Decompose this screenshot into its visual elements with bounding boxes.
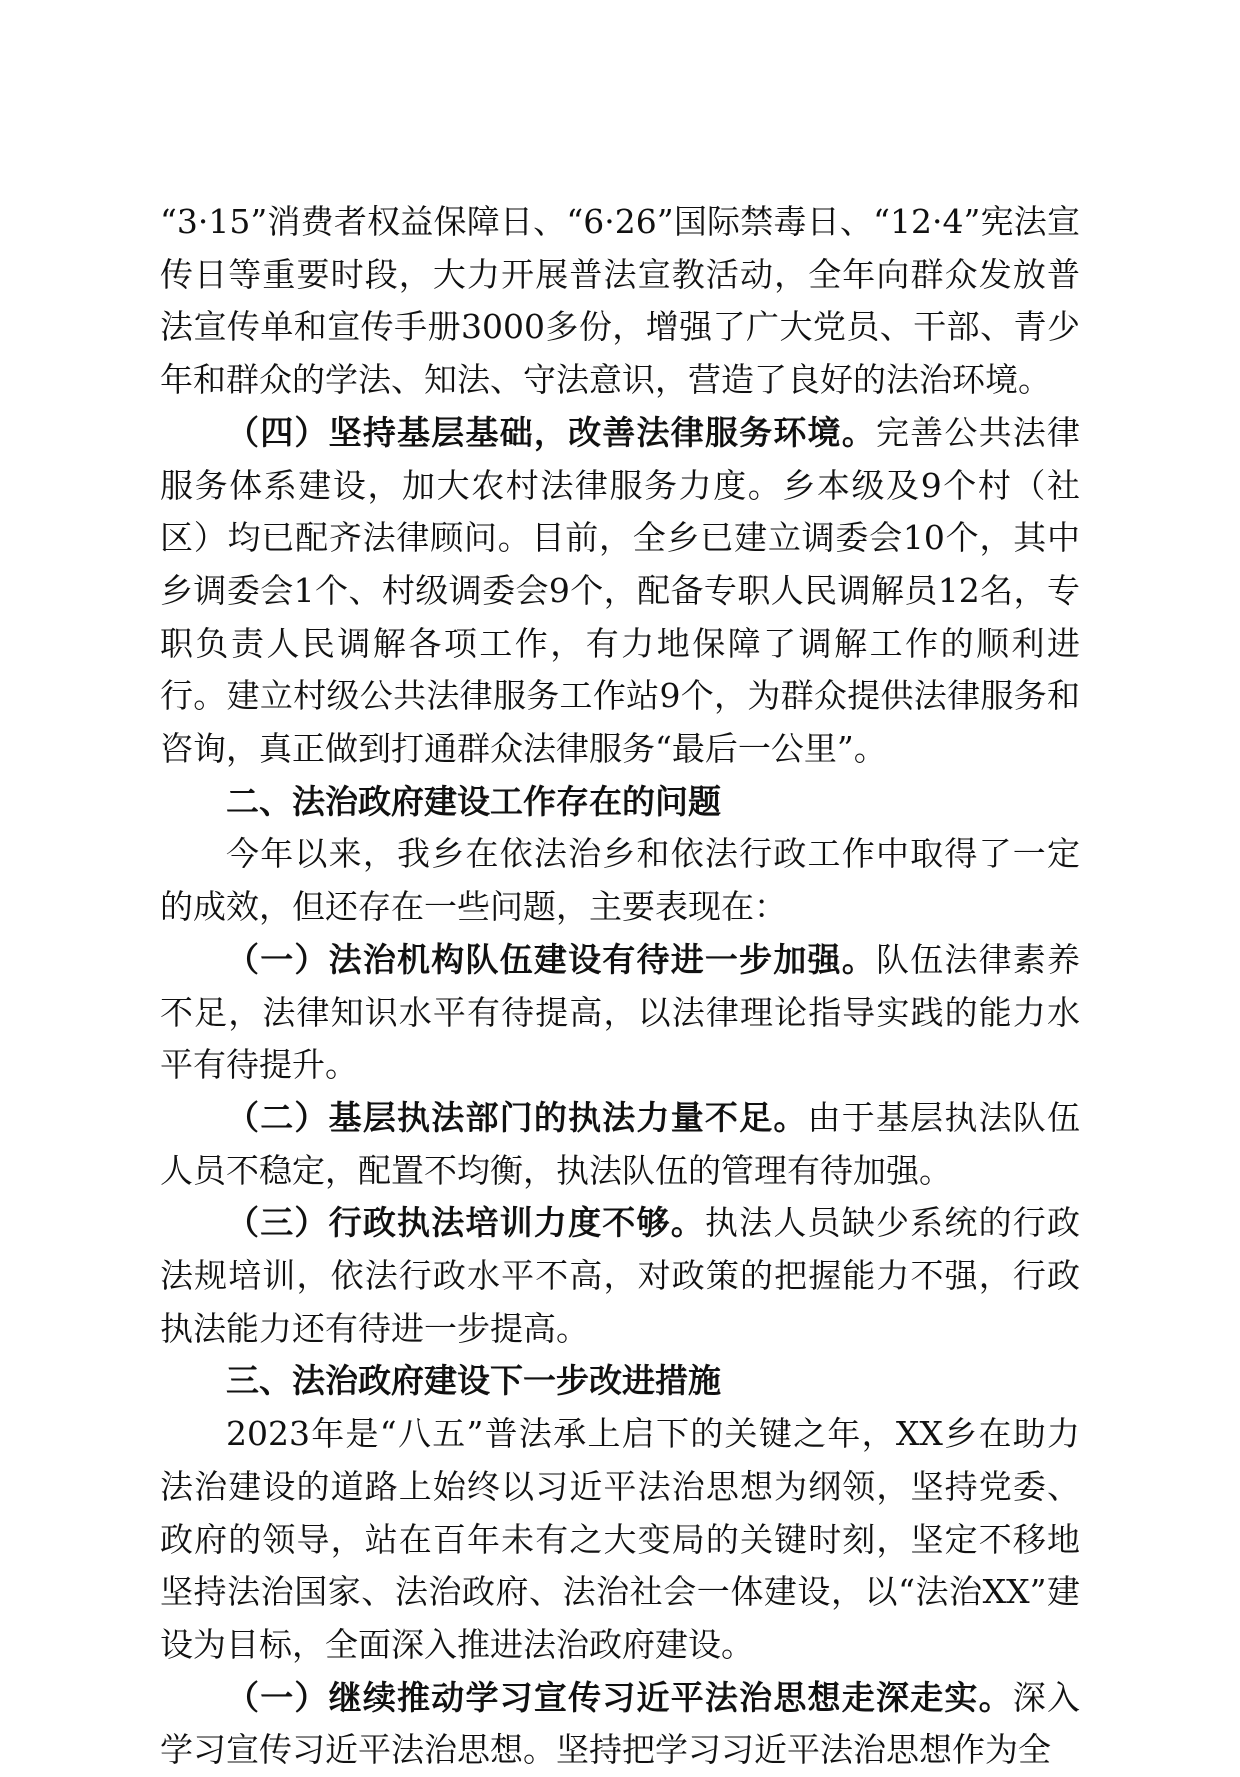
paragraph-measure-1 — [160, 1672, 1080, 1777]
subheading-lead: （三）行政执法培训力度不够。 — [226, 1203, 705, 1243]
paragraph-problems-intro — [160, 828, 1080, 933]
paragraph-text: 完善公共法律服务体系建设，加大农村法律服务力度。乡本级及9个村（社区）均已配齐法律顾问。目前，全乡已建立调委会10个，其中乡调委会1个、村级调委会9个，配备专职人民调解员12名，专职负责人民调解各项工作，有力地保障了调解工作的顺利进行。建立村级公共法律服务工作站9个，为群众提供法律服务和咨询，真正做到打通群众法律服务“最后一公里”。 — [160, 412, 1081, 769]
subheading-lead: （四）坚持基层基础，改善法律服务环境。 — [226, 412, 876, 452]
paragraph-text: 队伍法律素养不足，法律知识水平有待提高，以法律理论指导实践的能力水平有待提升。 — [160, 939, 1081, 1085]
paragraph-text: 执法人员缺少系统的行政法规培训，依法行政水平不高，对政策的把握能力不强，行政执法能力还有待进一步提高。 — [160, 1203, 1081, 1348]
subheading-lead: （二）基层执法部门的执法力量不足。 — [226, 1097, 808, 1137]
paragraph-problem-1 — [160, 934, 1080, 1092]
paragraph-text: 今年以来，我乡在依法治乡和依法行政工作中取得了一定的成效，但还存在一些问题，主要表现在： — [160, 834, 1080, 927]
subheading-lead: （一）继续推动学习宣传习近平法治思想走深走实。 — [226, 1677, 1013, 1717]
paragraph-text: “3·15”消费者权益保障日、“6·26”国际禁毒日、“12·4”宪法宣传日等重要时段，大力开展普法宣教活动，全年向群众发放普法宣传单和宣传手册3000多份，增强了广大党员、干部、青少年和群众的学法、知法、守法意识，营造了良好的法治环境。 — [160, 202, 1080, 400]
paragraph-campaign-days — [160, 196, 1080, 407]
paragraph-2023-goals — [160, 1408, 1080, 1672]
paragraph-legal-service — [160, 407, 1080, 776]
paragraph-text: 由于基层执法队伍人员不稳定，配置不均衡，执法队伍的管理有待加强。 — [160, 1097, 1081, 1190]
paragraph-text: 深入学习宣传习近平法治思想。坚持把学习习近平法治思想作为全 — [160, 1677, 1081, 1770]
section-heading-improvements: 三、法治政府建设下一步改进措施 — [226, 1361, 721, 1401]
paragraph-text: 2023年是“八五”普法承上启下的关键之年，XX乡在助力法治建设的道路上始终以习近平法治思想为纲领，坚持党委、政府的领导，站在百年未有之大变局的关键时刻，坚定不移地坚持法治国家、法治政府、法治社会一体建设，以“法治XX”建设为目标，全面深入推进法治政府建设。 — [160, 1414, 1080, 1664]
section-heading-problems: 二、法治政府建设工作存在的问题 — [226, 781, 721, 821]
paragraph-problem-3 — [160, 1197, 1080, 1355]
document-page — [160, 196, 1080, 1777]
subheading-lead: （一）法治机构队伍建设有待进一步加强。 — [226, 939, 876, 979]
paragraph-problem-2 — [160, 1092, 1080, 1197]
